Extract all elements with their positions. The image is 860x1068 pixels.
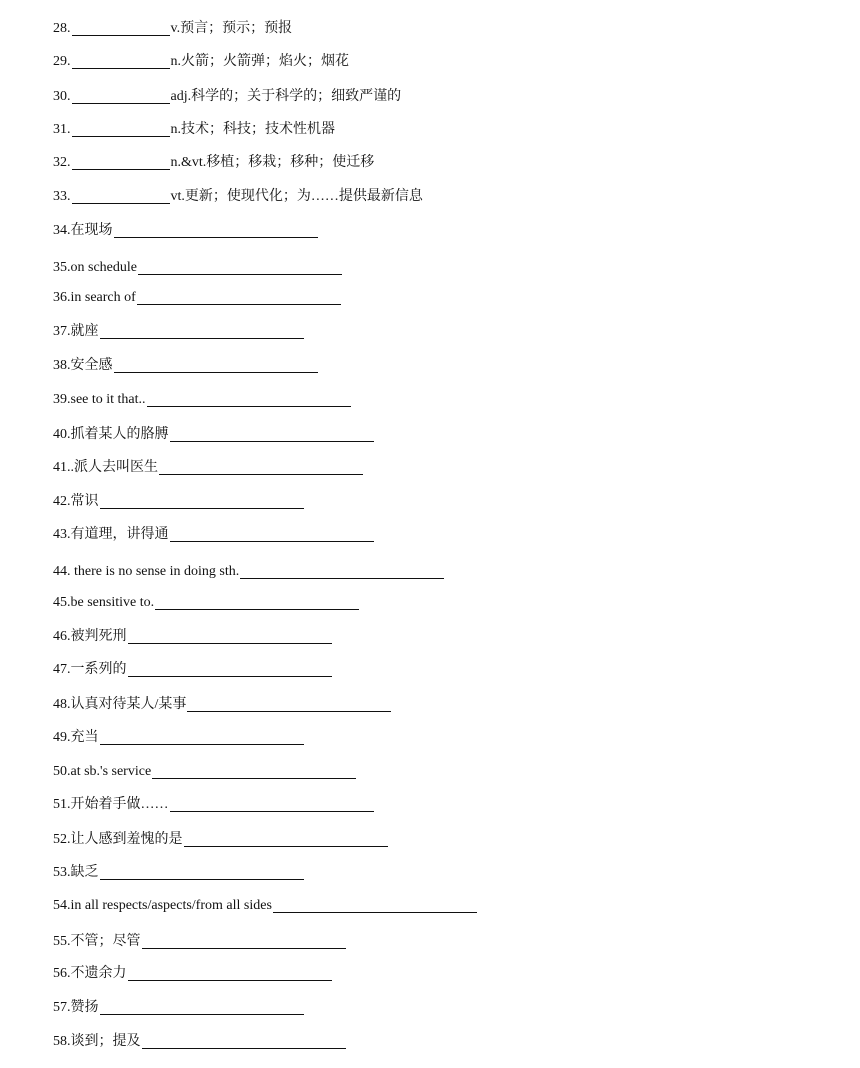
item-prompt: 安全感 bbox=[70, 358, 113, 373]
list-item bbox=[53, 959, 332, 983]
list-item bbox=[53, 825, 388, 849]
item-prompt: 谈到；提及 bbox=[70, 1034, 141, 1049]
item-prompt: on schedule bbox=[70, 260, 137, 275]
list-item bbox=[53, 182, 423, 206]
list-item bbox=[53, 385, 351, 409]
item-number: 47. bbox=[53, 662, 71, 677]
answer-blank[interactable] bbox=[128, 980, 332, 981]
item-prompt: 充当 bbox=[70, 730, 99, 745]
list-item bbox=[53, 148, 374, 172]
item-number: 40. bbox=[53, 427, 71, 442]
answer-blank[interactable] bbox=[100, 1014, 304, 1015]
list-item bbox=[53, 82, 401, 106]
answer-blank[interactable] bbox=[170, 811, 374, 812]
list-item bbox=[53, 317, 304, 341]
item-number: 55. bbox=[53, 934, 71, 949]
answer-blank[interactable] bbox=[170, 441, 374, 442]
item-number: 45. bbox=[53, 595, 71, 610]
item-prompt: 在现场 bbox=[70, 223, 113, 238]
item-number: 44. bbox=[53, 564, 71, 579]
item-prompt: 让人感到羞愧的是 bbox=[70, 832, 183, 847]
item-prompt: .派人去叫医生 bbox=[70, 460, 158, 475]
list-item bbox=[53, 351, 318, 375]
item-prompt: be sensitive to. bbox=[70, 595, 155, 610]
item-number: 38. bbox=[53, 358, 71, 373]
item-prompt: 有道理，讲得通 bbox=[70, 527, 169, 542]
answer-blank[interactable] bbox=[72, 203, 170, 204]
item-prompt: 不遗余力 bbox=[70, 966, 127, 981]
answer-blank[interactable] bbox=[72, 103, 170, 104]
item-gloss: v.预言；预示；预报 bbox=[170, 21, 293, 36]
item-number: 42. bbox=[53, 494, 71, 509]
answer-blank[interactable] bbox=[240, 578, 444, 579]
list-item bbox=[53, 453, 363, 477]
item-prompt: see to it that.. bbox=[70, 392, 146, 407]
item-number: 31. bbox=[53, 122, 71, 137]
item-gloss: vt.更新；使现代化；为……提供最新信息 bbox=[170, 189, 423, 204]
item-gloss: n.技术；科技；技术性机器 bbox=[170, 122, 335, 137]
item-gloss: adj.科学的；关于科学的；细致严谨的 bbox=[170, 89, 402, 104]
item-number: 58. bbox=[53, 1034, 71, 1049]
item-number: 57. bbox=[53, 1000, 71, 1015]
answer-blank[interactable] bbox=[100, 508, 304, 509]
item-prompt: 认真对待某人/某事 bbox=[70, 697, 187, 712]
list-item bbox=[53, 47, 349, 71]
item-number: 46. bbox=[53, 629, 71, 644]
item-number: 39. bbox=[53, 392, 71, 407]
list-item bbox=[53, 283, 341, 307]
list-item bbox=[53, 622, 332, 646]
item-number: 30. bbox=[53, 89, 71, 104]
list-item bbox=[53, 420, 374, 444]
item-number: 41. bbox=[53, 460, 71, 475]
list-item bbox=[53, 757, 356, 781]
item-prompt: in search of bbox=[70, 290, 136, 305]
list-item bbox=[53, 588, 359, 612]
answer-blank[interactable] bbox=[72, 35, 170, 36]
list-item bbox=[53, 216, 318, 240]
item-prompt: 常识 bbox=[70, 494, 99, 509]
list-item bbox=[53, 487, 304, 511]
list-item bbox=[53, 14, 292, 38]
answer-blank[interactable] bbox=[187, 711, 391, 712]
item-prompt: there is no sense in doing sth. bbox=[70, 564, 240, 579]
answer-blank[interactable] bbox=[138, 274, 342, 275]
item-number: 52. bbox=[53, 832, 71, 847]
item-prompt: 赞扬 bbox=[70, 1000, 99, 1015]
list-item bbox=[53, 927, 346, 951]
list-item bbox=[53, 690, 391, 714]
item-prompt: 被判死刑 bbox=[70, 629, 127, 644]
item-number: 33. bbox=[53, 189, 71, 204]
item-number: 43. bbox=[53, 527, 71, 542]
answer-blank[interactable] bbox=[100, 744, 304, 745]
item-gloss: n.&vt.移植；移栽；移种；使迁移 bbox=[170, 155, 375, 170]
answer-blank[interactable] bbox=[142, 1048, 346, 1049]
answer-blank[interactable] bbox=[114, 237, 318, 238]
item-number: 51. bbox=[53, 797, 71, 812]
answer-blank[interactable] bbox=[152, 778, 356, 779]
answer-blank[interactable] bbox=[159, 474, 363, 475]
list-item bbox=[53, 891, 477, 915]
list-item bbox=[53, 253, 342, 277]
answer-blank[interactable] bbox=[137, 304, 341, 305]
item-number: 54. bbox=[53, 898, 71, 913]
answer-blank[interactable] bbox=[147, 406, 351, 407]
item-prompt: 缺乏 bbox=[70, 865, 99, 880]
answer-blank[interactable] bbox=[155, 609, 359, 610]
list-item bbox=[53, 993, 304, 1017]
item-number: 34. bbox=[53, 223, 71, 238]
answer-blank[interactable] bbox=[72, 136, 170, 137]
item-prompt: 不管；尽管 bbox=[70, 934, 141, 949]
item-number: 36. bbox=[53, 290, 71, 305]
answer-blank[interactable] bbox=[273, 912, 477, 913]
item-number: 50. bbox=[53, 764, 71, 779]
answer-blank[interactable] bbox=[128, 676, 332, 677]
list-item bbox=[53, 858, 304, 882]
item-gloss: n.火箭；火箭弹；焰火；烟花 bbox=[170, 54, 349, 69]
item-number: 28. bbox=[53, 21, 71, 36]
answer-blank[interactable] bbox=[72, 169, 170, 170]
item-prompt: 就座 bbox=[70, 324, 99, 339]
answer-blank[interactable] bbox=[114, 372, 318, 373]
item-number: 29. bbox=[53, 54, 71, 69]
answer-blank[interactable] bbox=[100, 879, 304, 880]
item-number: 56. bbox=[53, 966, 71, 981]
answer-blank[interactable] bbox=[72, 68, 170, 69]
answer-blank[interactable] bbox=[170, 541, 374, 542]
list-item bbox=[53, 723, 304, 747]
answer-blank[interactable] bbox=[100, 338, 304, 339]
answer-blank[interactable] bbox=[142, 948, 346, 949]
list-item bbox=[53, 520, 374, 544]
item-prompt: 抓着某人的胳膊 bbox=[70, 427, 169, 442]
list-item bbox=[53, 115, 335, 139]
answer-blank[interactable] bbox=[128, 643, 332, 644]
item-prompt: 开始着手做…… bbox=[70, 797, 169, 812]
item-number: 35. bbox=[53, 260, 71, 275]
item-prompt: 一系列的 bbox=[70, 662, 127, 677]
item-number: 48. bbox=[53, 697, 71, 712]
item-prompt: at sb.'s service bbox=[70, 764, 152, 779]
item-number: 37. bbox=[53, 324, 71, 339]
list-item bbox=[53, 790, 374, 814]
list-item bbox=[53, 655, 332, 679]
answer-blank[interactable] bbox=[184, 846, 388, 847]
list-item bbox=[53, 1027, 346, 1051]
item-number: 53. bbox=[53, 865, 71, 880]
list-item bbox=[53, 557, 444, 581]
item-prompt: in all respects/aspects/from all sides bbox=[70, 898, 272, 913]
item-number: 32. bbox=[53, 155, 71, 170]
item-number: 49. bbox=[53, 730, 71, 745]
